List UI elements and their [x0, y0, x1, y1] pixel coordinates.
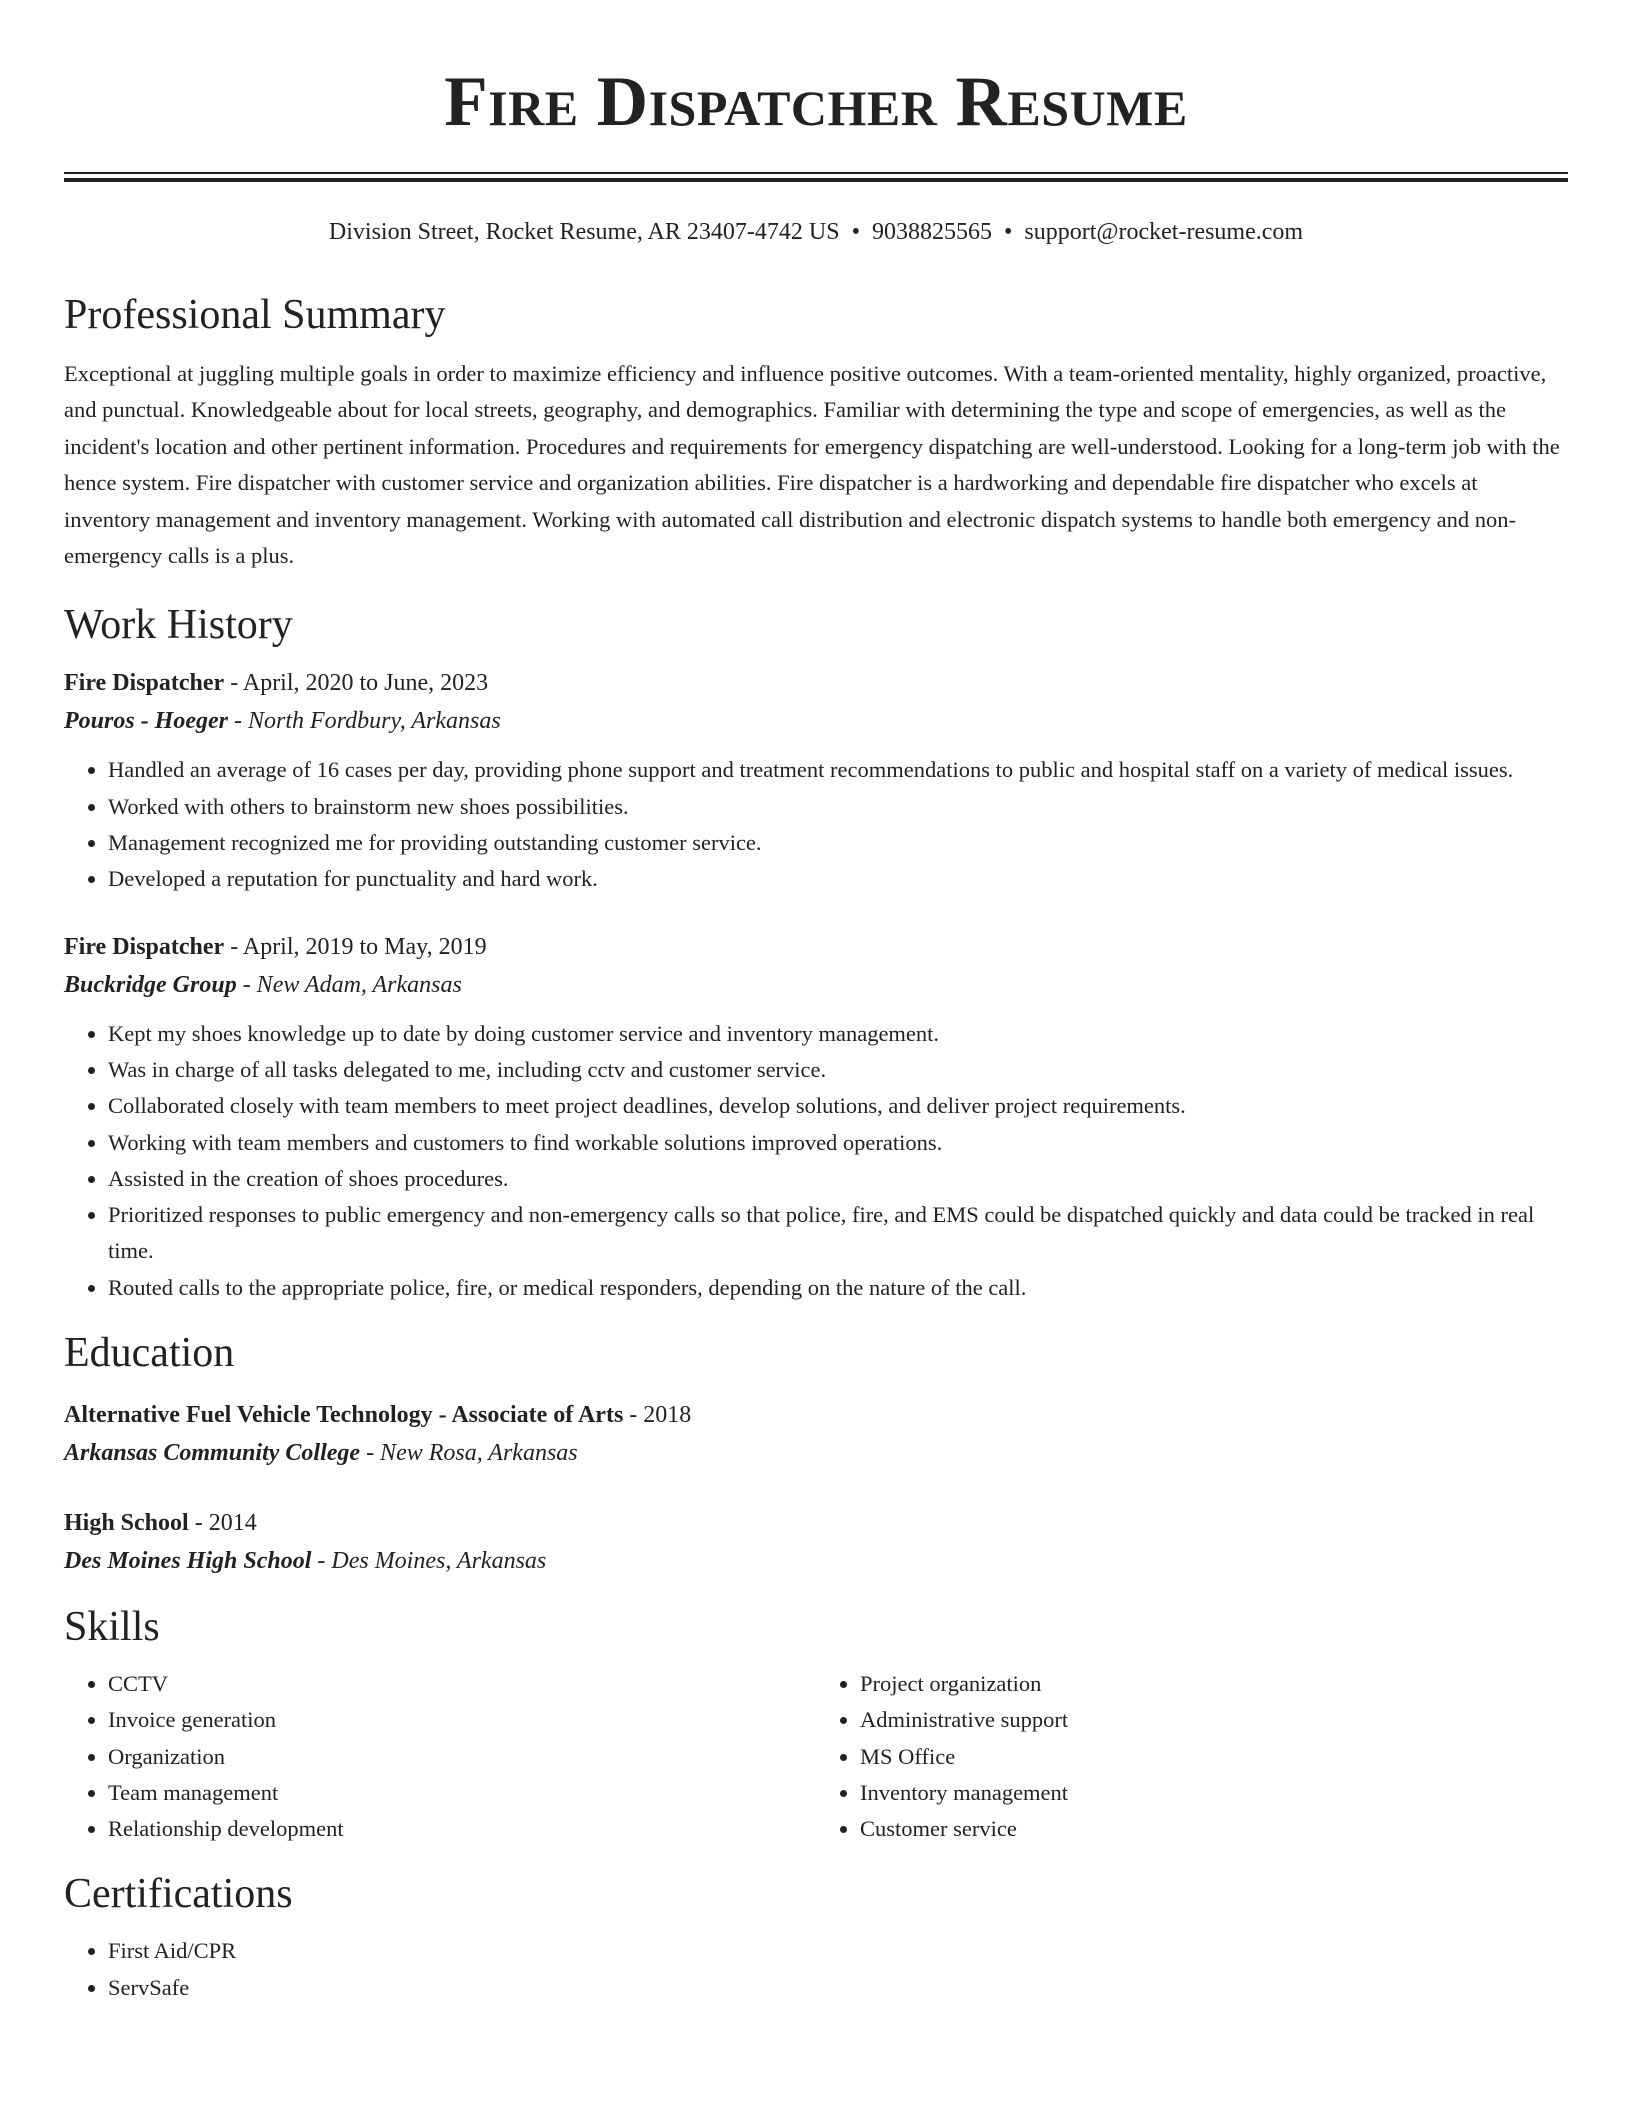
contact-separator: •	[851, 219, 860, 245]
contact-address: Division Street, Rocket Resume, AR 23407-4742 US	[328, 219, 840, 245]
skills-section	[64, 1600, 1568, 1847]
job-title: Fire Dispatcher	[64, 933, 225, 960]
list-item: • Project organization	[860, 1666, 1568, 1702]
job-title: Fire Dispatcher	[64, 670, 225, 697]
resume-title: Fire Dispatcher Resume	[444, 63, 1188, 141]
list-item: • Working with team members and customers to find workable solutions improved operations.	[108, 1125, 1568, 1161]
job-entry	[64, 664, 1568, 897]
job-location: - New Adam, Arkansas	[236, 971, 462, 998]
list-item: • Management recognized me for providing outstanding customer service.	[108, 825, 1568, 861]
job-bullets	[64, 1016, 1568, 1306]
education-entry	[64, 1396, 1568, 1472]
education-degree-line	[64, 1396, 1568, 1434]
skills-column-right	[816, 1666, 1568, 1847]
contact-line	[64, 216, 1568, 248]
summary-heading: Professional Summary	[64, 292, 446, 338]
list-item: • Customer service	[860, 1811, 1568, 1847]
education-location: - Des Moines, Arkansas	[311, 1548, 547, 1574]
education-section	[64, 1326, 1568, 1580]
job-company: Pouros - Hoeger	[64, 708, 228, 735]
job-bullets	[64, 752, 1568, 897]
work-history-heading: Work History	[64, 602, 293, 649]
list-item: • Organization	[108, 1739, 816, 1775]
education-degree-line	[64, 1504, 1568, 1542]
work-history-section	[64, 598, 1568, 1306]
education-heading: Education	[64, 1330, 235, 1376]
contact-phone: 9038825565	[871, 219, 992, 245]
list-item: • Developed a reputation for punctuality and hard work.	[108, 861, 1568, 897]
list-item: • Kept my shoes knowledge up to date by doing customer service and inventory management.	[108, 1016, 1568, 1052]
list-item: • Collaborated closely with team members to meet project deadlines, develop solutions, and deliver project requirements.	[108, 1088, 1568, 1124]
list-item: • Assisted in the creation of shoes procedures.	[108, 1161, 1568, 1197]
certifications-heading: Certifications	[64, 1871, 293, 1918]
list-item: • Worked with others to brainstorm new shoes possibilities.	[108, 789, 1568, 825]
education-location: - New Rosa, Arkansas	[360, 1440, 578, 1466]
education-degree: Alternative Fuel Vehicle Technology - Associate of Arts	[64, 1402, 624, 1428]
contact-separator: •	[1003, 219, 1013, 245]
job-dates: - April, 2019 to May, 2019	[224, 933, 487, 960]
list-item: • Was in charge of all tasks delegated to me, including cctv and customer service.	[108, 1052, 1568, 1088]
list-item: • Administrative support	[860, 1702, 1568, 1738]
education-entry	[64, 1504, 1568, 1580]
list-item: • Prioritized responses to public emergency and non-emergency calls so that police, fire, and EMS could be dispatched quickly and data could be tracked in real time.	[108, 1197, 1568, 1270]
summary-text: Exceptional at juggling multiple goals in order to maximize efficiency and influence positive outcomes. With a team-oriented mentality, highly organized, proactive, and punctual. Knowledgeable about for local streets, geography, and demographics. Familiar with determining the type and scope of emergencies, as well as the incident's location and other pertinent information. Procedures and requirements for emergency dispatching are well-understood. Looking for a long-term job with the hence system. Fire dispatcher with customer service and organization abilities. Fire dispatcher is a hardworking and dependable fire dispatcher who excels at inventory management and inventory management. Working with automated call distribution and electronic dispatch systems to handle both emergency and non-emergency calls is a plus.	[64, 361, 1560, 569]
list-item: • Inventory management	[860, 1775, 1568, 1811]
certifications-list	[64, 1933, 1568, 2006]
skills-column-left	[64, 1666, 816, 1847]
education-school: Arkansas Community College	[64, 1440, 361, 1466]
job-entry	[64, 928, 1568, 1306]
list-item: • Routed calls to the appropriate police, fire, or medical responders, depending on the nature of the call.	[108, 1270, 1568, 1306]
summary-section	[64, 288, 1568, 574]
education-school-line	[64, 1434, 1568, 1472]
education-degree: High School	[64, 1510, 189, 1536]
skills-heading: Skills	[64, 1604, 160, 1650]
education-school-line	[64, 1542, 1568, 1580]
job-role-line	[64, 928, 1568, 966]
job-dates: - April, 2020 to June, 2023	[224, 670, 489, 697]
education-school: Des Moines High School	[64, 1548, 312, 1574]
contact-email: support@rocket-resume.com	[1024, 219, 1304, 245]
job-company-line	[64, 966, 1568, 1004]
list-item: • ServSafe	[108, 1970, 1568, 2006]
list-item: • Team management	[108, 1775, 816, 1811]
job-location: - North Fordbury, Arkansas	[228, 708, 501, 735]
job-role-line	[64, 664, 1568, 702]
education-year: - 2018	[623, 1402, 692, 1428]
job-company-line	[64, 702, 1568, 740]
list-item: • Invoice generation	[108, 1702, 816, 1738]
list-item: • Handled an average of 16 cases per day, providing phone support and treatment recommendations to public and hospital staff on a variety of medical issues.	[108, 752, 1568, 788]
title-divider	[64, 172, 1568, 182]
list-item: • MS Office	[860, 1739, 1568, 1775]
certifications-section	[64, 1867, 1568, 2006]
list-item: • CCTV	[108, 1666, 816, 1702]
skills-grid	[64, 1666, 1568, 1847]
list-item: • Relationship development	[108, 1811, 816, 1847]
education-year: - 2014	[188, 1510, 257, 1536]
list-item: • First Aid/CPR	[108, 1933, 1568, 1969]
job-company: Buckridge Group	[64, 971, 237, 998]
